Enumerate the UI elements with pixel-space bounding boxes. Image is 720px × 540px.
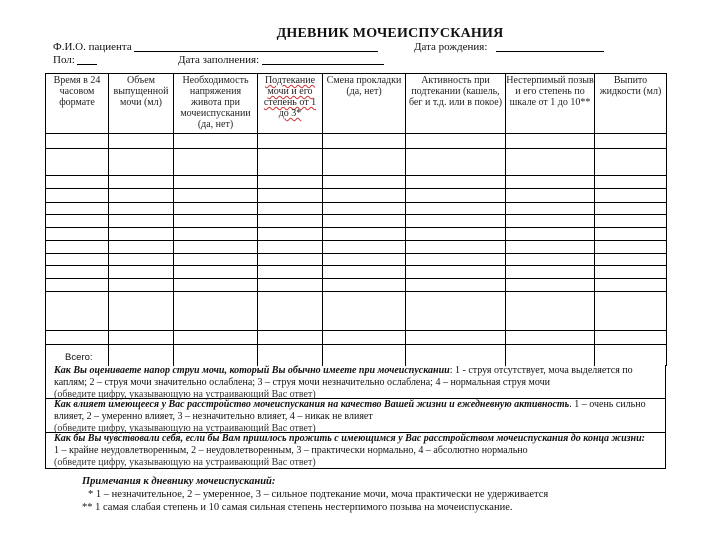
header-fluid-intake: Выпито жидкости (мл) — [595, 74, 667, 134]
table-cell[interactable] — [506, 331, 595, 345]
table-cell[interactable] — [109, 215, 174, 228]
total-label: Всего: — [65, 352, 93, 363]
table-cell[interactable] — [109, 134, 174, 149]
header-straining: Необходимость напряжения живота при мочеиспускании (да, нет) — [174, 74, 258, 134]
table-cell[interactable] — [258, 228, 323, 241]
header-activity: Активность при подтекании (кашель, бег и т.д. или в покое) — [406, 74, 506, 134]
table-cell[interactable] — [323, 228, 406, 241]
table-cell[interactable] — [406, 215, 506, 228]
table-cell[interactable] — [258, 292, 323, 331]
questions-box — [45, 365, 666, 469]
table-cell[interactable] — [258, 266, 323, 279]
table-cell[interactable] — [174, 345, 258, 366]
table-cell[interactable] — [46, 215, 109, 228]
question-stream — [46, 365, 665, 399]
table-cell[interactable] — [323, 254, 406, 266]
table-cell[interactable] — [258, 203, 323, 215]
table-cell[interactable] — [595, 266, 667, 279]
table-cell[interactable] — [506, 266, 595, 279]
notes-section — [82, 475, 548, 514]
table-cell[interactable] — [323, 149, 406, 176]
table-cell[interactable] — [174, 266, 258, 279]
table-cell[interactable] — [506, 203, 595, 215]
table-cell[interactable] — [174, 134, 258, 149]
table-cell[interactable] — [46, 254, 109, 266]
table-cell[interactable] — [406, 149, 506, 176]
table-row — [46, 215, 667, 228]
table-cell[interactable] — [323, 189, 406, 203]
sex-field[interactable] — [77, 64, 97, 65]
table-row — [46, 266, 667, 279]
table-cell[interactable] — [595, 203, 667, 215]
table-cell[interactable] — [174, 149, 258, 176]
table-cell[interactable] — [109, 254, 174, 266]
header-volume: Объем выпущенной мочи (мл) — [109, 74, 174, 134]
table-cell[interactable] — [109, 292, 174, 331]
table-cell[interactable] — [595, 279, 667, 292]
patient-name-label: Ф.И.О. пациента — [53, 41, 132, 53]
table-cell[interactable] — [506, 176, 595, 189]
table-cell[interactable] — [46, 241, 109, 254]
table-cell[interactable] — [46, 176, 109, 189]
question-text: Как влияет имеющееся у Вас расстройство мочеиспускания на качество Вашей жизни и ежедневную активность — [54, 399, 570, 410]
table-cell[interactable] — [406, 189, 506, 203]
table-cell[interactable] — [46, 134, 109, 149]
question-hint: (обведите цифру, указывающую на устраивающий Вас ответ) — [54, 389, 316, 400]
table-cell[interactable] — [323, 345, 406, 366]
table-cell[interactable] — [258, 189, 323, 203]
table-cell[interactable] — [506, 279, 595, 292]
table-cell[interactable] — [174, 203, 258, 215]
table-row — [46, 279, 667, 292]
header-pad-change: Смена прокладки (да, нет) — [323, 74, 406, 134]
note-leakage-scale: * 1 – незначительное, 2 – умеренное, 3 – сильное подтекание мочи, моча практически не удерживается — [88, 489, 549, 500]
table-cell[interactable] — [595, 176, 667, 189]
table-cell[interactable] — [258, 134, 323, 149]
table-cell[interactable] — [506, 228, 595, 241]
table-cell[interactable] — [46, 331, 109, 345]
table-cell[interactable] — [323, 203, 406, 215]
table-cell[interactable] — [506, 215, 595, 228]
table-cell[interactable] — [258, 215, 323, 228]
table-cell[interactable] — [406, 134, 506, 149]
table-cell[interactable] — [595, 189, 667, 203]
table-cell[interactable] — [406, 228, 506, 241]
table-cell[interactable] — [595, 292, 667, 331]
table-cell[interactable] — [109, 203, 174, 215]
table-row — [46, 241, 667, 254]
diary-table — [45, 73, 667, 366]
table-cell[interactable] — [46, 189, 109, 203]
table-cell[interactable] — [174, 228, 258, 241]
table-cell[interactable] — [595, 149, 667, 176]
question-text: Как Вы оцениваете напор струи мочи, который Вы обычно имеете при мочеиспускании — [54, 365, 450, 376]
question-hint: (обведите цифру, указывающую на устраивающий Вас ответ) — [54, 423, 316, 434]
note-urgency-scale: ** 1 самая слабая степень и 10 самая сильная степень нестерпимого позыва на мочеиспускание. — [82, 502, 513, 513]
table-cell[interactable] — [109, 266, 174, 279]
table-cell[interactable] — [258, 149, 323, 176]
table-cell[interactable] — [109, 189, 174, 203]
header-time: Время в 24 часовом формате — [46, 74, 109, 134]
table-cell[interactable] — [506, 149, 595, 176]
table-cell[interactable] — [323, 266, 406, 279]
header-leakage: Подтекание мочи и его степень от 1 до 3* — [258, 74, 323, 134]
table-cell[interactable] — [323, 241, 406, 254]
table-cell[interactable] — [174, 176, 258, 189]
table-cell[interactable] — [595, 134, 667, 149]
table-cell[interactable] — [406, 241, 506, 254]
table-header-row — [46, 74, 667, 134]
table-row — [46, 292, 667, 331]
table-cell[interactable] — [323, 176, 406, 189]
table-cell[interactable] — [174, 241, 258, 254]
table-cell[interactable] — [506, 254, 595, 266]
table-row — [46, 176, 667, 189]
question-answers[interactable]: . 1 – очень сильно влияет, 2 – умеренно влияет, 3 – незначительно влияет, 4 – никак не влияет — [54, 399, 646, 422]
table-cell[interactable] — [258, 254, 323, 266]
table-cell[interactable] — [506, 345, 595, 366]
table-cell[interactable] — [323, 279, 406, 292]
birth-date-field[interactable] — [496, 51, 604, 52]
document-title: ДНЕВНИК МОЧЕИСПУСКАНИЯ — [276, 26, 504, 41]
table-cell[interactable] — [406, 203, 506, 215]
table-cell[interactable] — [174, 331, 258, 345]
table-cell[interactable] — [506, 189, 595, 203]
table-cell[interactable] — [258, 279, 323, 292]
table-cell[interactable] — [46, 203, 109, 215]
table-cell[interactable] — [46, 228, 109, 241]
table-cell[interactable] — [323, 331, 406, 345]
question-answers[interactable]: : 1 - струя отсутствует, моча выделяется по каплям; 2 – струя мочи значительно ослаблена; 3 – струя мочи незначительно ослаблена; 4 – нормальная струя мочи — [54, 365, 633, 388]
fill-date-field[interactable] — [262, 64, 384, 65]
table-cell[interactable] — [595, 228, 667, 241]
table-cell[interactable] — [46, 266, 109, 279]
table-row-total — [46, 345, 667, 366]
table-cell[interactable] — [595, 215, 667, 228]
table-row — [46, 254, 667, 266]
patient-name-field[interactable] — [134, 51, 378, 52]
table-cell[interactable] — [323, 215, 406, 228]
table-cell[interactable] — [258, 345, 323, 366]
question-answers[interactable]: 1 – крайне неудовлетворенным, 2 – неудовлетворенным, 3 – практически нормально, 4 – абсолютно нормально — [54, 445, 528, 456]
table-cell[interactable] — [174, 292, 258, 331]
table-cell[interactable] — [258, 176, 323, 189]
table-cell[interactable] — [46, 279, 109, 292]
birth-date-label: Дата рождения: — [414, 41, 488, 53]
table-cell[interactable] — [406, 176, 506, 189]
table-cell[interactable] — [506, 134, 595, 149]
table-cell[interactable] — [323, 134, 406, 149]
table-row — [46, 149, 667, 176]
question-quality-of-life — [46, 399, 665, 433]
table-cell[interactable] — [109, 331, 174, 345]
table-cell[interactable] — [258, 241, 323, 254]
fill-date-label: Дата заполнения: — [178, 54, 260, 66]
table-cell[interactable] — [109, 176, 174, 189]
notes-title: Примечания к дневнику мочеиспусканий: — [82, 476, 276, 487]
table-cell[interactable] — [109, 241, 174, 254]
table-cell[interactable] — [406, 331, 506, 345]
table-cell[interactable] — [109, 279, 174, 292]
question-hint: (обведите цифру, указывающую на устраивающий Вас ответ) — [54, 457, 316, 468]
question-life-satisfaction — [46, 433, 665, 469]
table-cell[interactable] — [109, 149, 174, 176]
table-cell[interactable] — [406, 266, 506, 279]
table-cell[interactable] — [323, 292, 406, 331]
table-cell[interactable] — [506, 292, 595, 331]
header-urgency: Нестерпимый позыв и его степень по шкале от 1 до 10** — [506, 74, 595, 134]
table-row — [46, 203, 667, 215]
table-cell[interactable] — [406, 292, 506, 331]
table-cell[interactable] — [595, 254, 667, 266]
table-cell[interactable] — [174, 215, 258, 228]
table-row — [46, 189, 667, 203]
table-cell[interactable] — [46, 292, 109, 331]
question-text: Как бы Вы чувствовали себя, если бы Вам пришлось прожить с имеющимся у Вас расстройством мочеиспускания до конца жизни: — [54, 433, 645, 444]
table-cell[interactable] — [506, 241, 595, 254]
table-cell[interactable] — [406, 345, 506, 366]
table-cell[interactable] — [595, 241, 667, 254]
table-row — [46, 228, 667, 241]
sex-label: Пол: — [53, 54, 75, 66]
table-cell[interactable] — [174, 254, 258, 266]
table-cell[interactable] — [174, 189, 258, 203]
table-row — [46, 331, 667, 345]
table-cell[interactable] — [406, 254, 506, 266]
table-row — [46, 134, 667, 149]
table-cell[interactable] — [406, 279, 506, 292]
table-cell[interactable] — [46, 149, 109, 176]
table-cell[interactable] — [258, 331, 323, 345]
table-cell[interactable] — [109, 228, 174, 241]
table-cell[interactable] — [174, 279, 258, 292]
table-cell[interactable] — [595, 345, 667, 366]
table-cell[interactable] — [109, 345, 174, 366]
table-cell[interactable] — [595, 331, 667, 345]
